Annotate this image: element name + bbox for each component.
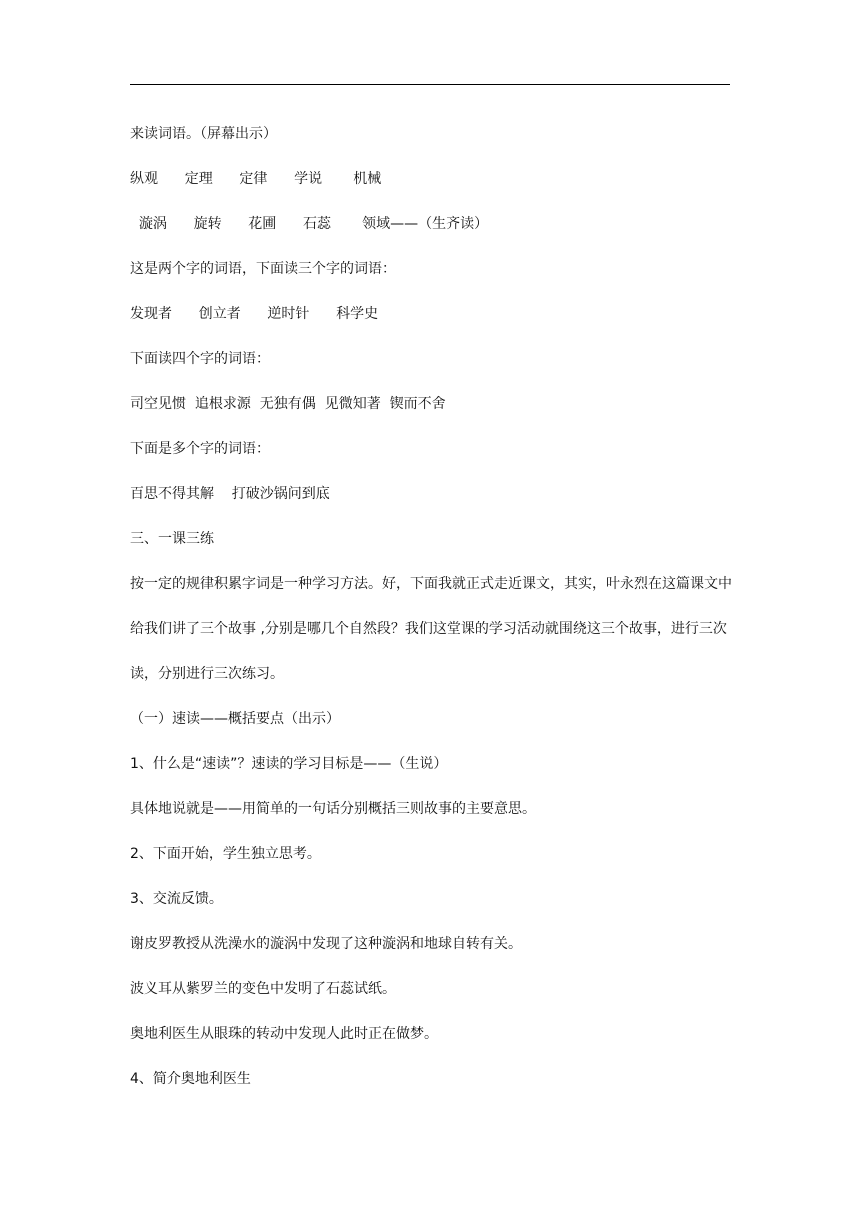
- list-item-2: 2、下面开始，学生独立思考。: [130, 846, 321, 862]
- paragraph-four-char-intro: 下面读四个字的词语：: [130, 351, 270, 367]
- paragraph-three-char-intro: 这是两个字的词语，下面读三个字的词语：: [130, 261, 396, 277]
- paragraph-multi-char-intro: 下面是多个字的词语：: [130, 441, 270, 457]
- word-list-four-char: 司空见惯 追根求源 无独有偶 见微知著 锲而不舍: [130, 396, 446, 412]
- header-rule: [130, 84, 730, 85]
- paragraph-method: 按一定的规律积累字词是一种学习方法。好，下面我就正式走近课文，其实，叶永烈在这篇课文中给我们讲了三个故事 ,分别是哪几个自然段？我们这堂课的学习活动就围绕这三个故事，进行三次读，分别进行三次练习。: [130, 576, 732, 682]
- paragraph-intro: 来读词语。（屏幕出示）: [130, 126, 277, 142]
- list-item-4: 4、简介奥地利医生: [130, 1071, 251, 1087]
- list-item-3: 3、交流反馈。: [130, 891, 223, 907]
- word-list-three-char: 发现者 创立者 逆时针 科学史: [130, 306, 379, 322]
- list-item-1: 1、什么是“速读”？速读的学习目标是——（生说）: [130, 756, 448, 772]
- paragraph-story-2: 波义耳从紫罗兰的变色中发明了石蕊试纸。: [130, 981, 396, 997]
- word-list-two-char-2: 漩涡 旋转 花圃 石蕊 领域——（生齐读）: [130, 216, 489, 232]
- section-heading-3: 三、一课三练: [130, 531, 214, 547]
- paragraph-story-3: 奥地利医生从眼珠的转动中发现人此时正在做梦。: [130, 1026, 438, 1042]
- paragraph-goal: 具体地说就是——用简单的一句话分别概括三则故事的主要意思。: [130, 801, 536, 817]
- paragraph-story-1: 谢皮罗教授从洗澡水的漩涡中发现了这种漩涡和地球自转有关。: [130, 936, 522, 952]
- subsection-heading-1: （一）速读——概括要点（出示）: [130, 711, 340, 727]
- document-body: [130, 112, 734, 1102]
- word-list-multi-char: 百思不得其解 打破沙锅问到底: [130, 486, 330, 502]
- word-list-two-char-1: 纵观 定理 定律 学说 机械: [130, 171, 382, 187]
